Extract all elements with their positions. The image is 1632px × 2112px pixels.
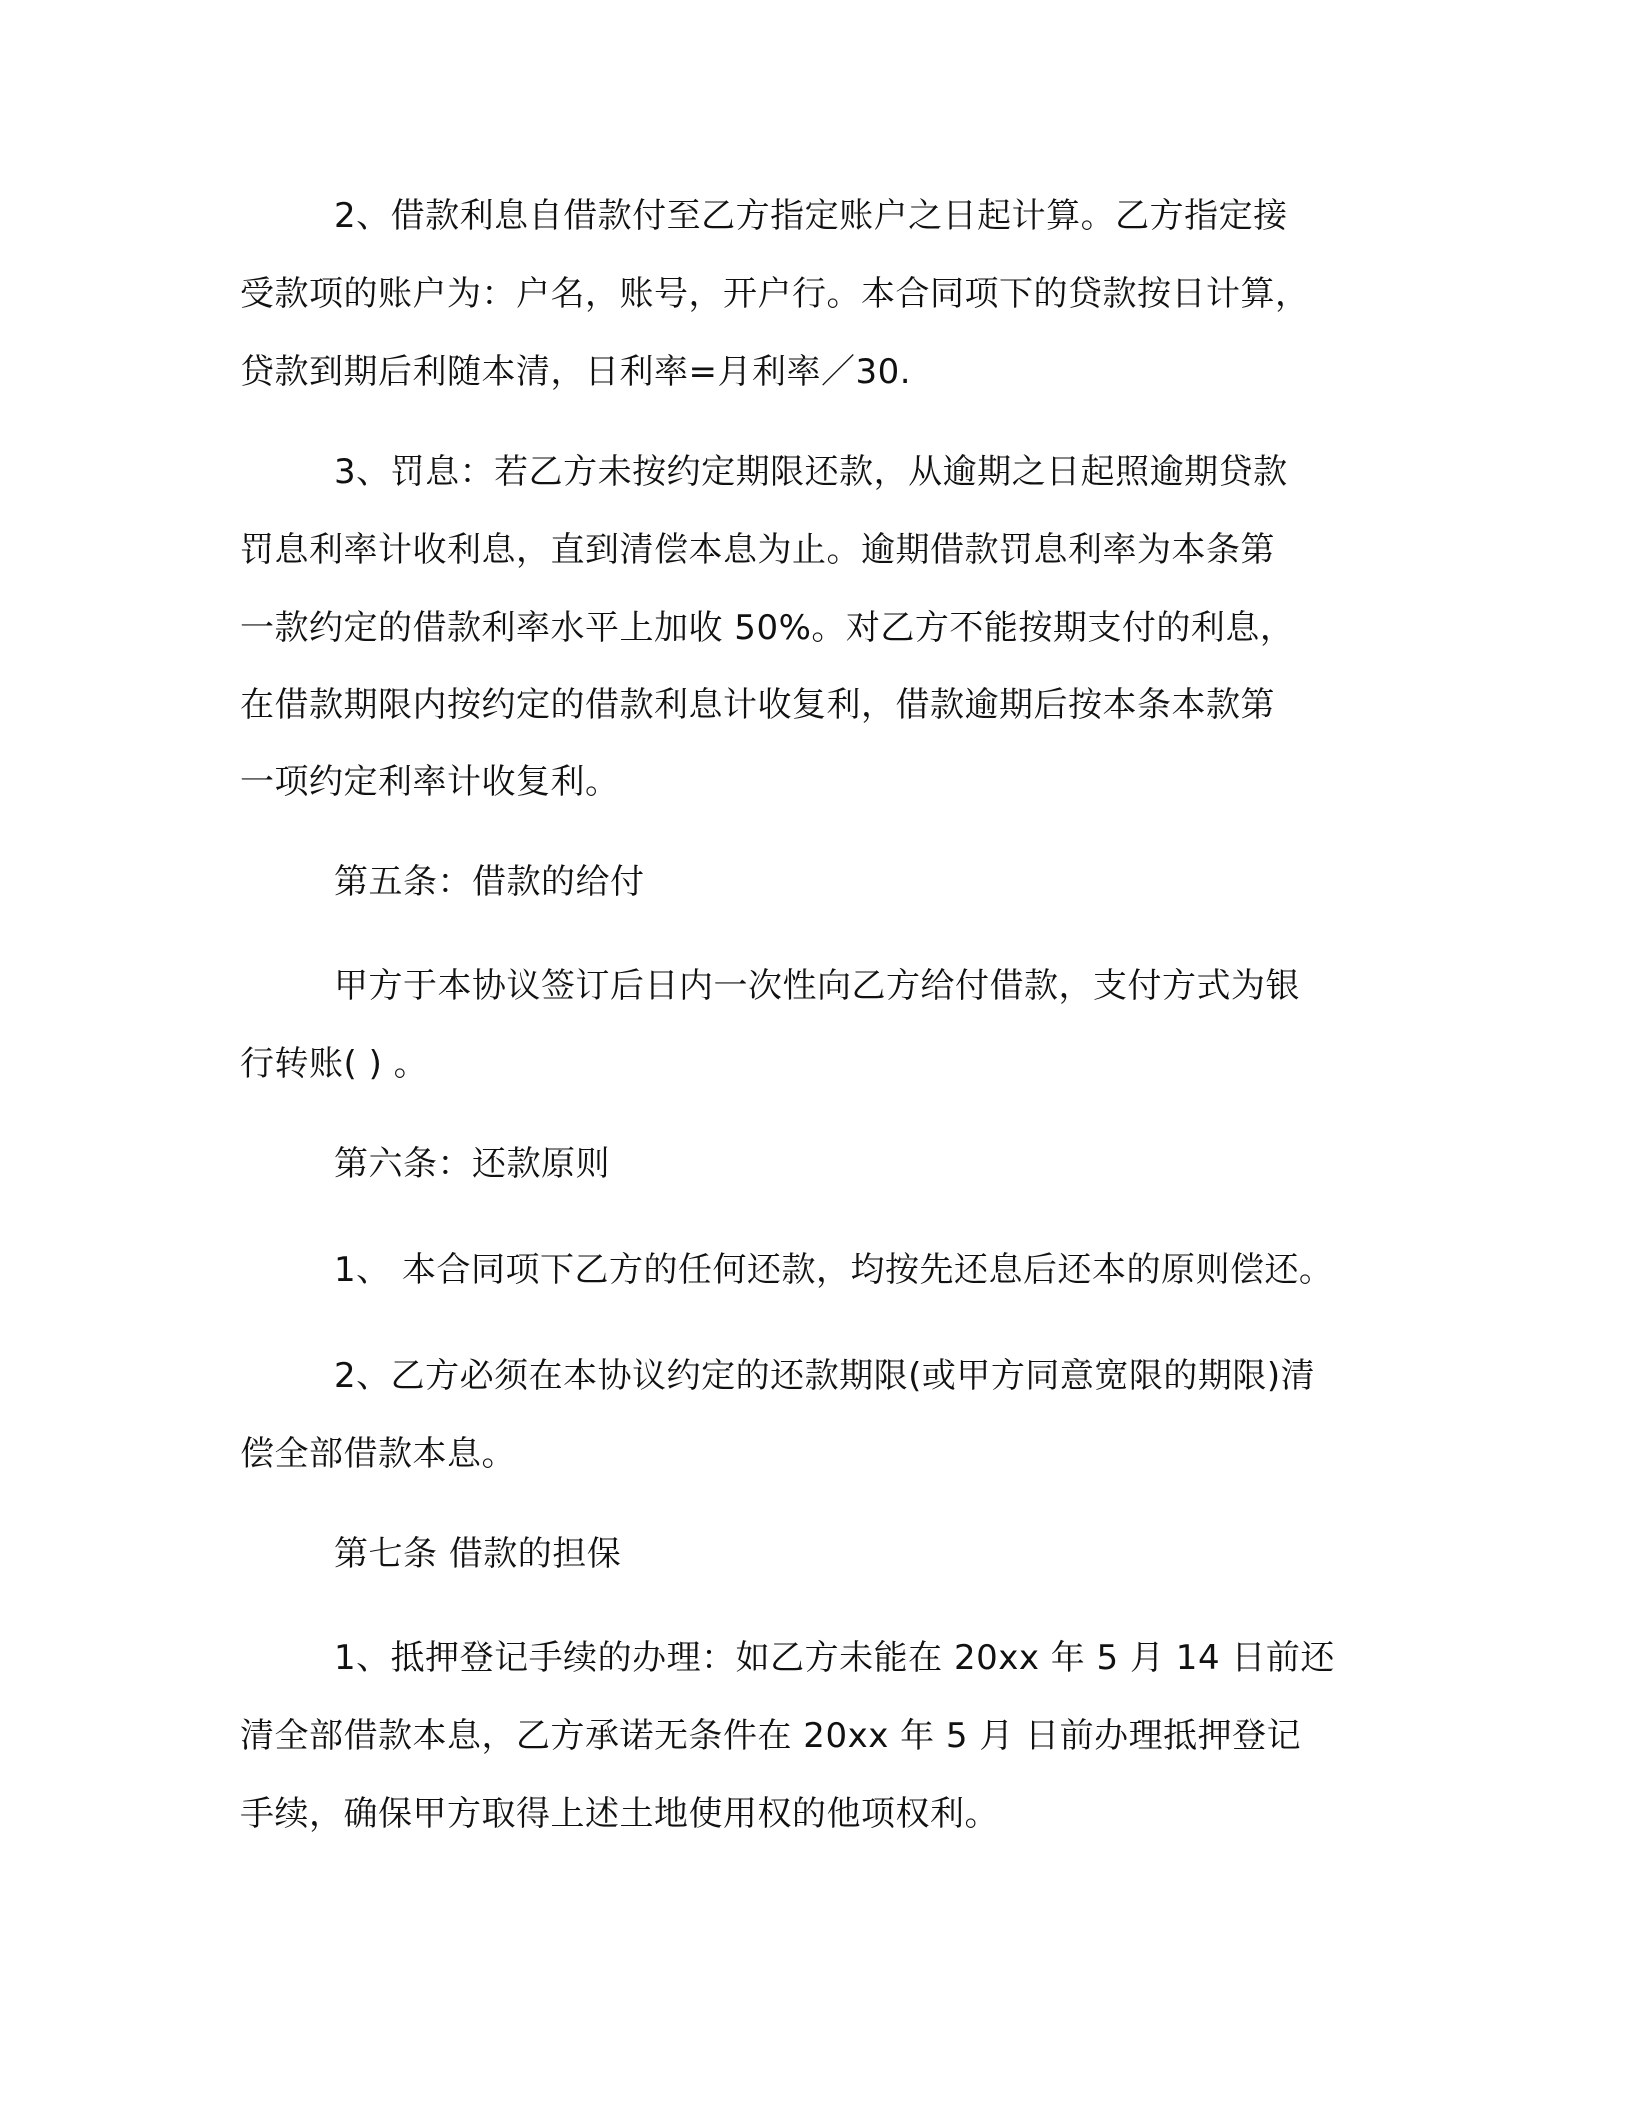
article-6-heading: 第六条：还款原则 xyxy=(334,1144,610,1184)
article-6-item-2-line-2: 偿全部借款本息。 xyxy=(240,1434,516,1474)
paragraph-3-line-4: 在借款期限内按约定的借款利息计收复利，借款逾期后按本条本款第 xyxy=(240,685,1275,725)
paragraph-2-line-1: 2、借款利息自借款付至乙方指定账户之日起计算。乙方指定接 xyxy=(334,196,1288,236)
article-7-item-1-line-1: 1、抵押登记手续的办理：如乙方未能在 20xx 年 5 月 14 日前还 xyxy=(334,1638,1335,1678)
article-5-line-2: 行转账( ) 。 xyxy=(240,1044,429,1084)
article-7-heading: 第七条 借款的担保 xyxy=(334,1534,622,1574)
paragraph-2-line-3: 贷款到期后利随本清，日利率=月利率／30. xyxy=(240,352,912,392)
article-5-line-1: 甲方于本协议签订后日内一次性向乙方给付借款，支付方式为银 xyxy=(334,966,1300,1006)
article-7-item-1-line-2: 清全部借款本息，乙方承诺无条件在 20xx 年 5 月 日前办理抵押登记 xyxy=(240,1716,1302,1756)
paragraph-2-line-2: 受款项的账户为：户名，账号，开户行。本合同项下的贷款按日计算， xyxy=(240,274,1310,314)
article-5-heading: 第五条：借款的给付 xyxy=(334,862,645,902)
article-6-item-1: 1、 本合同项下乙方的任何还款，均按先还息后还本的原则偿还。 xyxy=(334,1250,1334,1290)
paragraph-3-line-5: 一项约定利率计收复利。 xyxy=(240,762,620,802)
article-7-item-1-line-3: 手续，确保甲方取得上述土地使用权的他项权利。 xyxy=(240,1794,999,1834)
paragraph-3-line-1: 3、罚息：若乙方未按约定期限还款，从逾期之日起照逾期贷款 xyxy=(334,452,1288,492)
paragraph-3-line-3: 一款约定的借款利率水平上加收 50%。对乙方不能按期支付的利息， xyxy=(240,608,1295,648)
article-6-item-2-line-1: 2、乙方必须在本协议约定的还款期限(或甲方同意宽限的期限)清 xyxy=(334,1356,1316,1396)
paragraph-3-line-2: 罚息利率计收利息，直到清偿本息为止。逾期借款罚息利率为本条第 xyxy=(240,530,1275,570)
